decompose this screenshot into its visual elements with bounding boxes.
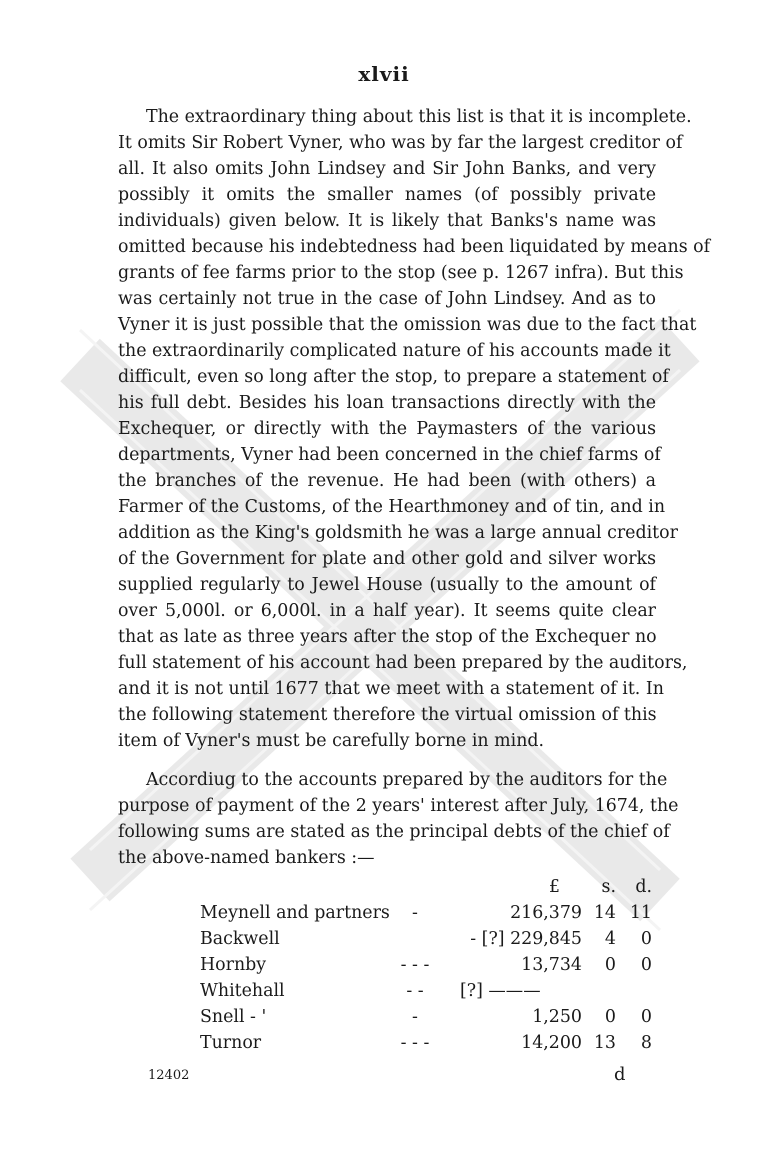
amount-pence: 11 <box>629 903 652 923</box>
leader-dashes: - - - <box>400 955 430 975</box>
table-row <box>200 926 652 952</box>
bankers-debts-table <box>200 874 652 1056</box>
banker-name: Meynell and partners <box>200 903 390 923</box>
amount-pounds: - [?] 229,845 <box>470 929 582 949</box>
amount-pence: 0 <box>640 1007 652 1027</box>
amount-pounds: 13,734 <box>521 955 582 975</box>
amount-shillings: 4 <box>604 929 616 949</box>
gathering-mark: d <box>614 1064 626 1085</box>
text-line: purpose of payment of the 2 years' interest after July, 1674, the <box>118 796 679 816</box>
pence-header: d. <box>635 877 652 897</box>
text-line: supplied regularly to Jewel House (usually to the amount of <box>118 575 656 595</box>
amount-pounds: 14,200 <box>521 1033 582 1053</box>
amount-pounds: [?] ——— <box>460 981 541 1001</box>
text-line: was certainly not true in the case of John Lindsey. And as to <box>118 289 656 309</box>
text-line: omitted because his indebtedness had been liquidated by means of <box>118 237 711 257</box>
text-line: possibly it omits the smaller names (of possibly private <box>118 185 656 205</box>
paragraph-2 <box>118 767 679 871</box>
amount-pence: 8 <box>640 1033 652 1053</box>
leader-dashes: - <box>412 1007 418 1027</box>
banker-name: Turnor <box>200 1033 262 1053</box>
amount-shillings: 0 <box>604 1007 616 1027</box>
banker-name: Whitehall <box>200 981 285 1001</box>
text-line: item of Vyner's must be carefully borne in mind. <box>118 731 545 751</box>
leader-dashes: - <box>412 903 418 923</box>
text-line: Accordiug to the accounts prepared by the auditors for the <box>146 770 668 790</box>
text-line: the branches of the revenue. He had been (with others) a <box>118 471 656 491</box>
text-line: full statement of his account had been prepared by the auditors, <box>118 653 688 673</box>
amount-shillings <box>582 978 616 1004</box>
amount-pence: 0 <box>640 929 652 949</box>
text-line: and it is not until 1677 that we meet with a statement of it. In <box>118 679 664 699</box>
amount-shillings: 13 <box>593 1033 616 1053</box>
amount-shillings: 0 <box>604 955 616 975</box>
table-row <box>200 952 652 978</box>
text-line: The extraordinary thing about this list is that it is incomplete. <box>146 107 692 127</box>
text-line: all. It also omits John Lindsey and Sir John Banks, and very <box>118 159 656 179</box>
text-line: grants of fee farms prior to the stop (see p. 1267 infra). But this <box>118 263 684 283</box>
text-line: Exchequer, or directly with the Paymasters of the various <box>118 419 656 439</box>
text-line: of the Government for plate and other gold and silver works <box>118 549 656 569</box>
amount-pence: 0 <box>640 955 652 975</box>
page-number: xlvii <box>358 62 410 86</box>
text-line: difficult, even so long after the stop, to prepare a statement of <box>118 367 669 387</box>
table-row <box>200 978 652 1004</box>
text-line: It omits Sir Robert Vyner, who was by far the largest creditor of <box>118 133 683 153</box>
banker-name: Hornby <box>200 955 267 975</box>
signature-mark: 12402 <box>148 1068 190 1083</box>
amount-pounds: 216,379 <box>510 903 582 923</box>
text-line: individuals) given below. It is likely that Banks's name was <box>118 211 656 231</box>
paragraph-1 <box>118 104 711 754</box>
text-line: following sums are stated as the principal debts of the chief of <box>118 822 670 842</box>
pounds-header: £ <box>548 877 560 897</box>
text-line: addition as the King's goldsmith he was a large annual creditor <box>118 523 678 543</box>
table-row <box>200 900 652 926</box>
table-row <box>200 1004 652 1030</box>
text-line: that as late as three years after the stop of the Exchequer no <box>118 627 657 647</box>
text-line: departments, Vyner had been concerned in the chief farms of <box>118 445 661 465</box>
banker-name: Snell - ' <box>200 1007 267 1027</box>
text-line: the extraordinarily complicated nature of his accounts made it <box>118 341 671 361</box>
table-row <box>200 1030 652 1056</box>
text-line: Vyner it is just possible that the omission was due to the fact that <box>118 315 697 335</box>
text-line: the above-named bankers :— <box>118 848 375 868</box>
shillings-header: s. <box>601 877 616 897</box>
leader-dashes: - - <box>406 981 424 1001</box>
text-line: his full debt. Besides his loan transactions directly with the <box>118 393 656 413</box>
leader-dashes: - - - <box>400 1033 430 1053</box>
text-line: Farmer of the Customs, of the Hearthmoney and of tin, and in <box>118 497 666 517</box>
text-line: the following statement therefore the virtual omission of this <box>118 705 657 725</box>
amount-pounds: 1,250 <box>532 1007 582 1027</box>
amount-pence <box>616 978 652 1004</box>
amount-shillings: 14 <box>593 903 616 923</box>
banker-name: Backwell <box>200 929 280 949</box>
text-line: over 5,000l. or 6,000l. in a half year). It seems quite clear <box>118 601 656 621</box>
table-header-row <box>200 874 652 900</box>
